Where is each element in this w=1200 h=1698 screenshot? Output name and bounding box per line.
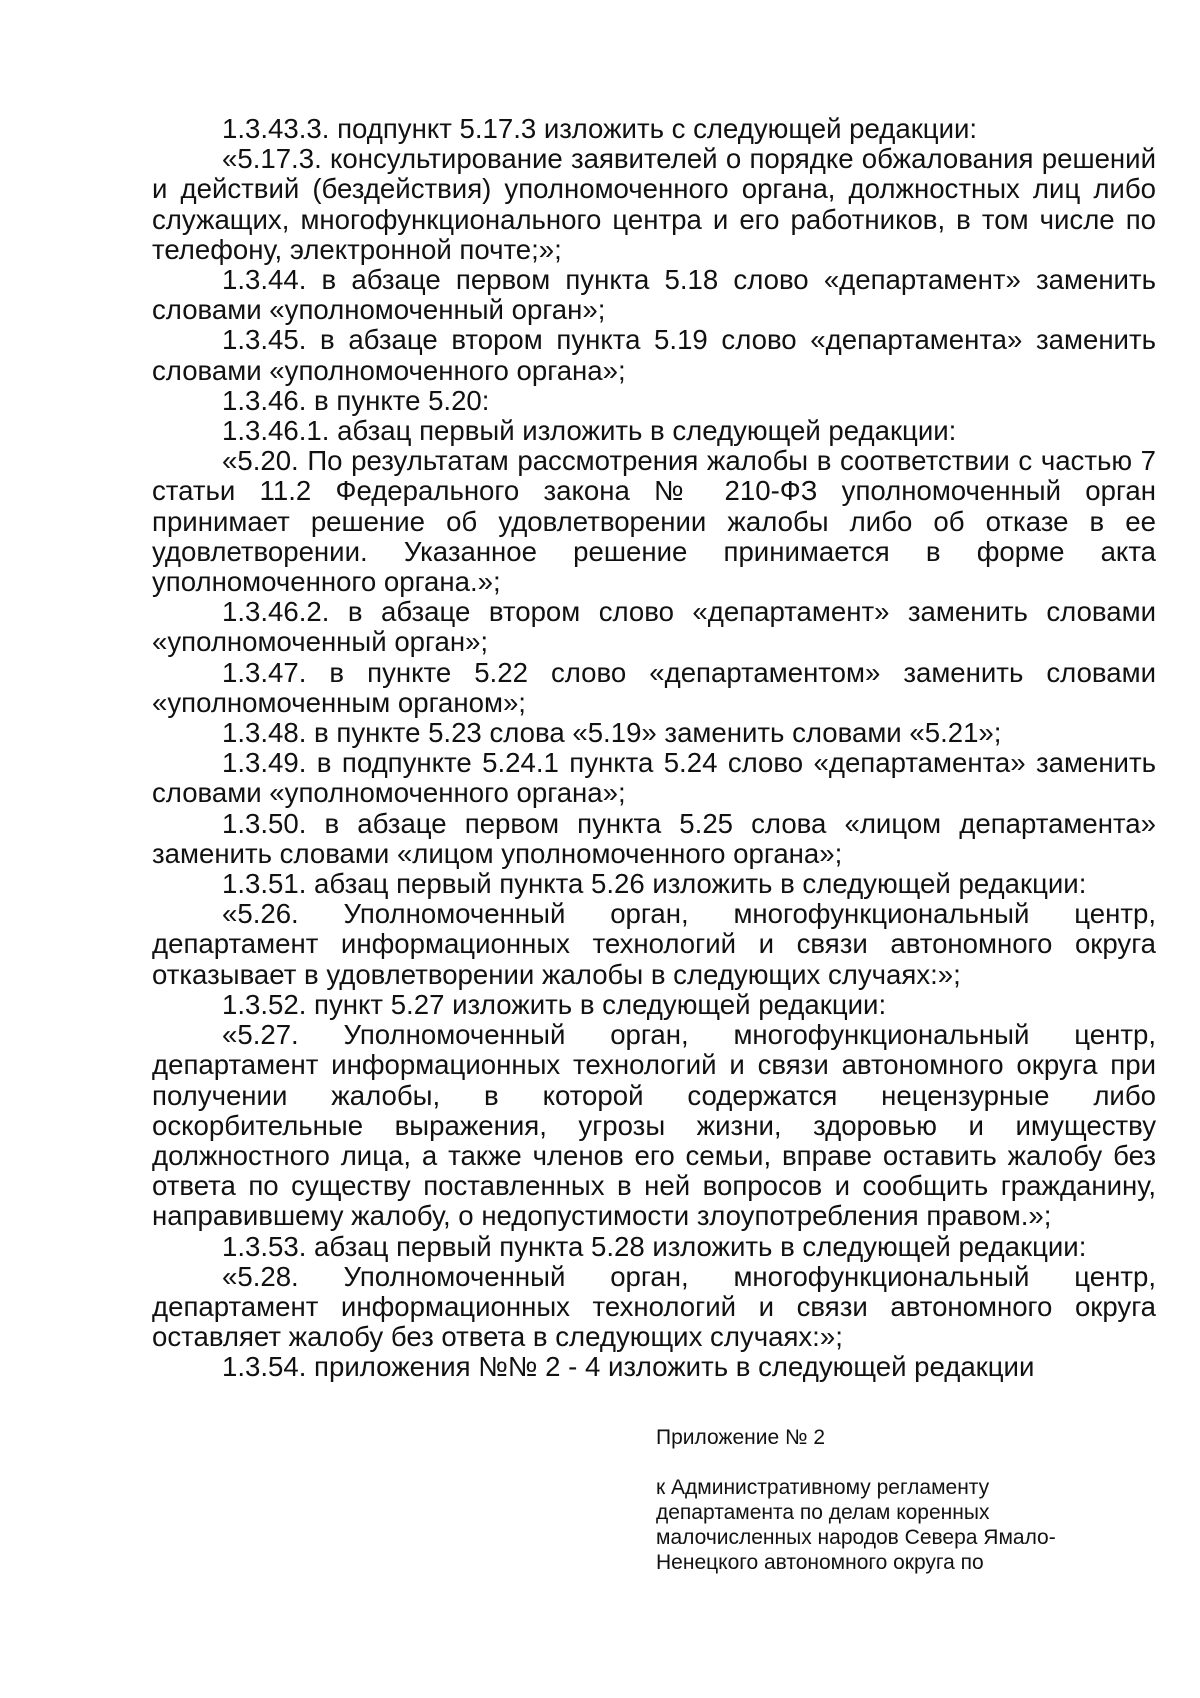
annex-line: к Административному регламенту — [656, 1476, 990, 1499]
paragraph-1.3.49: 1.3.49. в подпункте 5.24.1 пункта 5.24 слово «департамента» заменить словами «уполномоченного органа»; — [152, 747, 1156, 809]
annex-line: Ненецкого автономного округа по — [656, 1551, 984, 1574]
paragraph-1.3.43.3: 1.3.43.3. подпункт 5.17.3 изложить с следующей редакции: — [222, 113, 978, 144]
paragraph-1.3.46: 1.3.46. в пункте 5.20: — [222, 384, 490, 416]
paragraph-1.3.50: 1.3.50. в абзаце первом пункта 5.25 слова «лицом департамента» заменить словами «лицом уполномоченного органа»; — [152, 807, 1156, 869]
paragraph-1.3.52: 1.3.52. пункт 5.27 изложить в следующей редакции: — [222, 988, 887, 1020]
annex-line: департамента по делам коренных — [656, 1501, 990, 1524]
paragraph-1.3.51: 1.3.51. абзац первый пункта 5.26 изложить в следующей редакции: — [222, 868, 1087, 900]
paragraph-quote-5.28: «5.28. Уполномоченный орган, многофункциональный центр, департамент информационных технологий и связи автономного округа оставляет жалобу без ответа в следующих случаях:»; — [152, 1260, 1156, 1353]
paragraph-1.3.48: 1.3.48. в пункте 5.23 слова «5.19» заменить словами «5.21»; — [222, 717, 1002, 749]
annex-line: малочисленных народов Севера Ямало- — [656, 1526, 1056, 1549]
paragraph-quote-5.17.3: «5.17.3. консультирование заявителей о порядке обжалования решений и действий (бездействия) уполномоченного органа, должностных лиц либо служащих, многофункционального центра и его работников, в том числе по телефону, электронной почте;»; — [152, 143, 1156, 265]
paragraph-1.3.44: 1.3.44. в абзаце первом пункта 5.18 слово «департамент» заменить словами «уполномоченный орган»; — [152, 264, 1156, 326]
annex-title: Приложение № 2 — [656, 1426, 826, 1449]
paragraph-quote-5.20: «5.20. По результатам рассмотрения жалобы в соответствии с частью 7 статьи 11.2 Федерального закона № 210-ФЗ уполномоченный орган принимает решение об удовлетворении жалобы либо об отказе в ее удовлетворении. Указанное решение принимается в форме акта уполномоченного органа.»; — [152, 445, 1156, 598]
annex-header — [656, 1425, 1156, 1575]
paragraph-1.3.46.1: 1.3.46.1. абзац первый изложить в следующей редакции: — [222, 415, 957, 447]
document-body — [152, 114, 1156, 1383]
paragraph-1.3.46.2: 1.3.46.2. в абзаце втором слово «департамент» заменить словами «уполномоченный орган»; — [152, 596, 1156, 658]
paragraph-quote-5.26: «5.26. Уполномоченный орган, многофункциональный центр, департамент информационных технологий и связи автономного округа отказывает в удовлетворении жалобы в следующих случаях:»; — [152, 898, 1156, 990]
paragraph-1.3.54: 1.3.54. приложения №№ 2 - 4 изложить в следующей редакции — [222, 1351, 1035, 1383]
paragraph-1.3.53: 1.3.53. абзац первый пункта 5.28 изложить в следующей редакции: — [222, 1230, 1087, 1262]
paragraph-quote-5.27: «5.27. Уполномоченный орган, многофункциональный центр, департамент информационных технологий и связи автономного округа при получении жалобы, в которой содержатся нецензурные либо оскорбительные выражения, угрозы жизни, здоровью и имуществу должностного лица, а также членов его семьи, вправе оставить жалобу без ответа по существу поставленных в ней вопросов и сообщить гражданину, направившему жалобу, о недопустимости злоупотребления правом.»; — [152, 1019, 1156, 1232]
paragraph-1.3.45: 1.3.45. в абзаце втором пункта 5.19 слово «департамента» заменить словами «уполномоченного органа»; — [152, 324, 1156, 386]
paragraph-1.3.47: 1.3.47. в пункте 5.22 слово «департаментом» заменить словами «уполномоченным органом»; — [152, 656, 1156, 718]
